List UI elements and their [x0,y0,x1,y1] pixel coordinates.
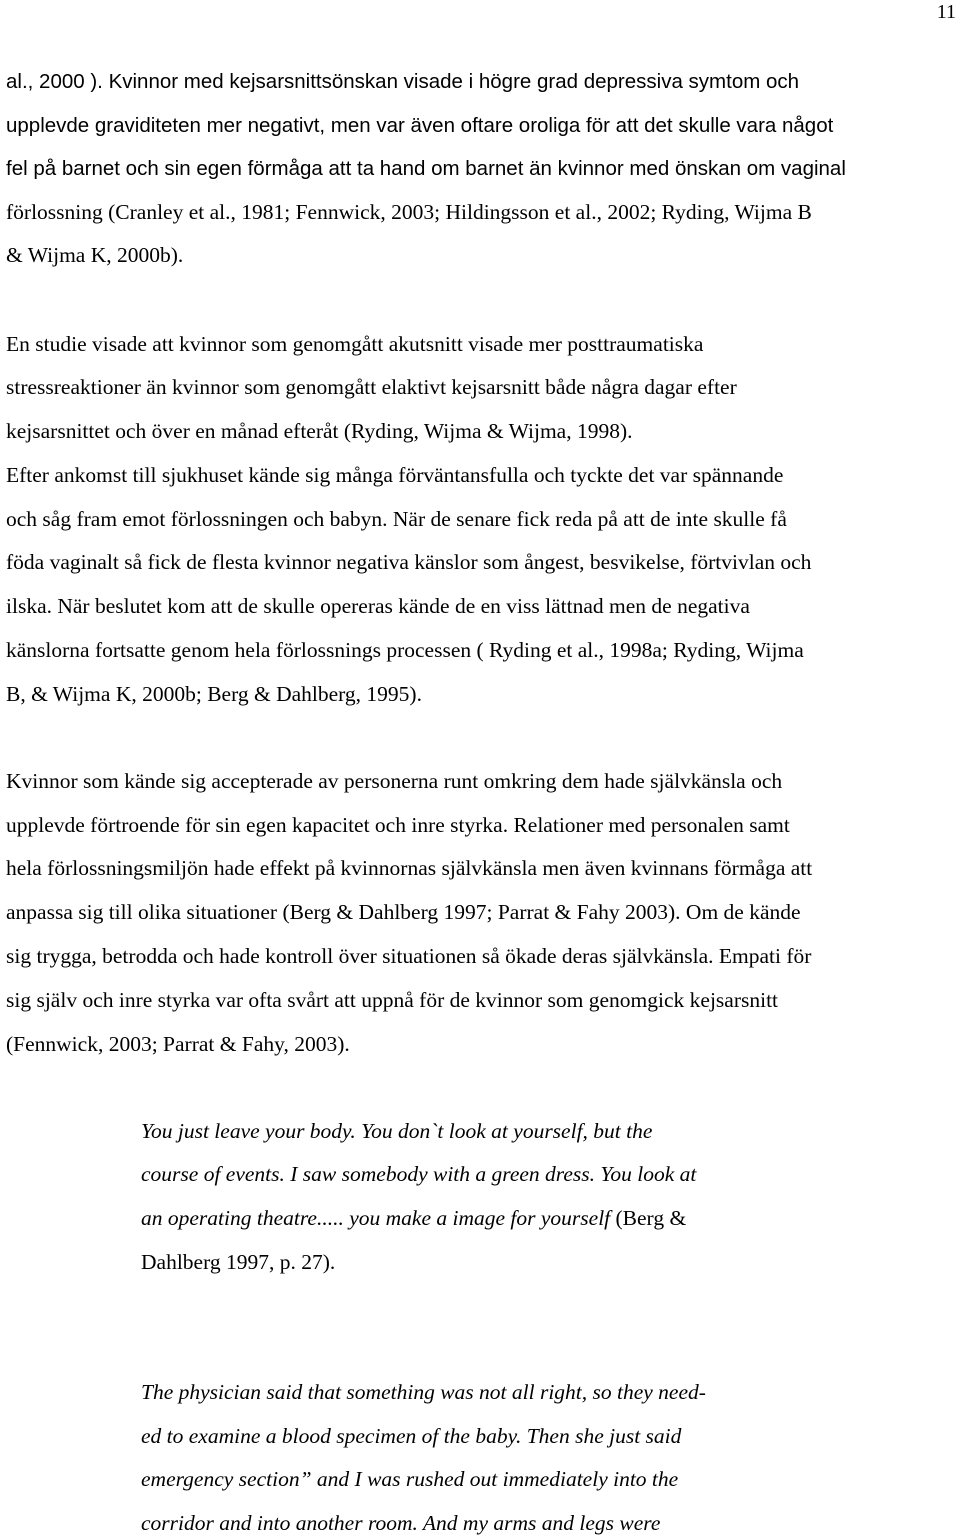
quote-line [141,1204,686,1232]
quote-line: corridor and into another room. And my arms and legs were [141,1511,661,1535]
quote-normal: (Berg & [610,1206,687,1230]
paragraph-line: sig trygga, betrodda och hade kontroll över situationen så ökade deras självkänsla. Empati för [6,944,812,968]
quote-line: ed to examine a blood specimen of the baby. Then she just said [141,1424,682,1448]
paragraph-line: & Wijma K, 2000b). [6,243,184,267]
paragraph-fragment: Kvinnor med kejsarsnittsönskan visade i högre grad depressiva symtom och [108,70,800,93]
paragraph-line: hela förlossningsmiljön hade effekt på kvinnornas självkänsla men även kvinnans förmåga att [6,856,813,880]
paragraph-line: förlossning (Cranley et al., 1981; Fennwick, 2003; Hildingsson et al., 2002; Ryding, Wijma B [6,200,812,224]
paragraph-line: En studie visade att kvinnor som genomgått akutsnitt visade mer posttraumatiska [6,332,704,356]
quote-line [141,1248,335,1276]
paragraph-fragment: al., 2000 ). [6,70,109,93]
quote-line [141,1160,696,1188]
quote-line: emergency section” and I was rushed out immediately into the [141,1467,679,1491]
paragraph-line: känslorna fortsatte genom hela förlossnings processen ( Ryding et al., 1998a; Ryding, Wijma [6,638,804,662]
paragraph-line [6,68,799,96]
quote-normal: Dahlberg 1997, p. 27). [141,1250,336,1274]
quote-italic: course of events. I saw somebody with a green dress. You look at [141,1162,697,1186]
paragraph-line: (Fennwick, 2003; Parrat & Fahy, 2003). [6,1032,350,1056]
quote-italic: an operating theatre..... you make a image for yourself [141,1206,611,1230]
paragraph-line: ilska. När beslutet kom att de skulle opereras kände de en viss lättnad men de negativa [6,594,750,618]
paragraph-line: fel på barnet och sin egen förmåga att ta hand om barnet än kvinnor med önskan om vaginal [6,157,846,180]
quote-italic: You just leave your body. You don`t look at yourself, but the [141,1119,653,1143]
paragraph-line: B, & Wijma K, 2000b; Berg & Dahlberg, 1995). [6,682,422,706]
paragraph-line: Kvinnor som kände sig accepterade av personerna runt omkring dem hade självkänsla och [6,769,783,793]
paragraph-line: och såg fram emot förlossningen och babyn. När de senare fick reda på att de inte skulle få [6,507,787,531]
page-number: 11 [936,1,956,23]
quote-line [141,1117,652,1145]
paragraph-line: sig själv och inre styrka var ofta svårt att uppnå för de kvinnor som genomgick kejsarsnitt [6,988,779,1012]
paragraph-line: Efter ankomst till sjukhuset kände sig många förväntansfulla och tyckte det var spännande [6,463,784,487]
paragraph-line: upplevde förtroende för sin egen kapacitet och inre styrka. Relationer med personalen samt [6,813,790,837]
paragraph-line: kejsarsnittet och över en månad efteråt (Ryding, Wijma & Wijma, 1998). [6,419,633,443]
paragraph-line: stressreaktioner än kvinnor som genomgått elaktivt kejsarsnitt både några dagar efter [6,375,737,399]
quote-line: The physician said that something was not all right, so they need- [141,1380,706,1404]
paragraph-line: föda vaginalt så fick de flesta kvinnor negativa känslor som ångest, besvikelse, förtvivlan och [6,550,812,574]
paragraph-line: anpassa sig till olika situationer (Berg & Dahlberg 1997; Parrat & Fahy 2003). Om de kände [6,900,801,924]
paragraph-line: upplevde graviditeten mer negativt, men var även oftare oroliga för att det skulle vara något [6,114,834,137]
